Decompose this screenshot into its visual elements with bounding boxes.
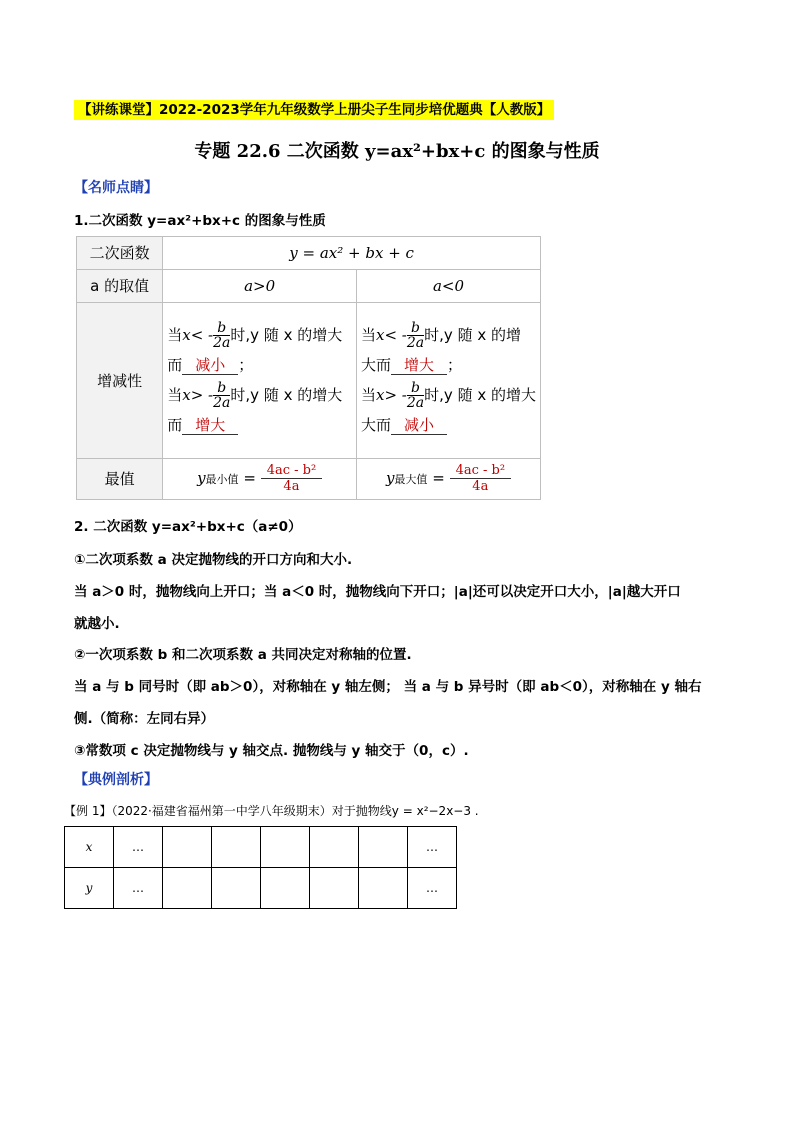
row-label-extreme: 最值 xyxy=(77,458,163,499)
row-label-a-value: a 的取值 xyxy=(77,269,163,302)
section-label-tips: 【名师点睛】 xyxy=(74,180,158,196)
section-label-examples: 【典例剖析】 xyxy=(74,772,158,788)
fill-increase: 增大 xyxy=(182,416,238,435)
xy-value-table xyxy=(64,826,457,909)
a-positive: a>0 xyxy=(244,276,276,295)
example-1-statement: 【例 1】（2022·福建省福州第一中学八年级期末）对于抛物线y = x²−2x−3 . xyxy=(64,804,479,818)
max-value-formula: y最大值 = $\frac{\text{4ac - b²}}{4a}$ xyxy=(357,458,541,499)
x-row-label: x xyxy=(65,827,114,868)
point-1-detail: 当 a＞0 时，抛物线向上开口；当 a＜0 时，抛物线向下开口；|a|还可以决定开口大小，|a|越大开口 xyxy=(74,584,681,600)
properties-table xyxy=(76,236,541,500)
point-2: ②一次项系数 b 和二次项系数 a 共同决定对称轴的位置. xyxy=(74,647,412,663)
a-negative: a<0 xyxy=(432,276,465,295)
point-2-detail: 当 a 与 b 同号时（即 ab＞0），对称轴在 y 轴左侧； 当 a 与 b 异号时（即 ab＜0），对称轴在 y 轴右 xyxy=(74,679,702,695)
row-label-monotonicity: 增减性 xyxy=(77,302,163,458)
fill-decrease-right: 减小 xyxy=(391,416,447,435)
item-2-heading: 2. 二次函数 y=ax²+bx+c（a≠0） xyxy=(74,519,302,535)
point-2-detail-cont: 侧.（简称：左同右异） xyxy=(74,711,215,727)
table-row: y … … xyxy=(65,868,457,909)
row-label-function: 二次函数 xyxy=(77,237,163,270)
monotonicity-a-negative: 当x< - $\frac{b}{2a}$ 时,y 随 x 的增 大而 增大 ； 当x> - $\frac{b}{2a}$ 时,y 随 x 的增大 大而 减小 xyxy=(357,302,541,458)
series-banner: 【讲练课堂】2022-2023学年九年级数学上册尖子生同步培优题典【人教版】 xyxy=(74,100,554,120)
page-title: 专题 22.6 二次函数 y=ax²+bx+c 的图象与性质 xyxy=(194,141,600,162)
min-value-formula: y最小值 = $\frac{\text{4ac - b²}}{4a}$ xyxy=(163,458,357,499)
y-row-label: y xyxy=(65,868,114,909)
point-1-detail-cont: 就越小. xyxy=(74,616,120,632)
point-1: ①二次项系数 a 决定抛物线的开口方向和大小. xyxy=(74,552,353,568)
table-row: x … … xyxy=(65,827,457,868)
monotonicity-a-positive: 当x< - $\frac{b}{2a}$ 时,y 随 x 的增大 而 减小 ； 当x> - $\frac{b}{2a}$ 时,y 随 x 的增大 而 增大 xyxy=(163,302,357,458)
point-3: ③常数项 c 决定抛物线与 y 轴交点. 抛物线与 y 轴交于（0，c）. xyxy=(74,743,469,759)
item-1-heading: 1.二次函数 y=ax²+bx+c 的图象与性质 xyxy=(74,213,326,229)
fill-increase-right: 增大 xyxy=(391,356,447,375)
fill-decrease: 减小 xyxy=(182,356,238,375)
function-formula: y = ax² + bx + c xyxy=(289,243,414,262)
